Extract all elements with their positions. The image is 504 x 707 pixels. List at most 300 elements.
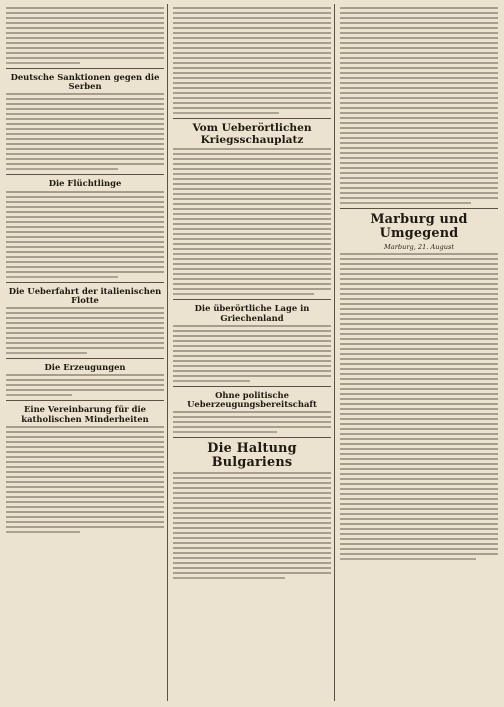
text-line xyxy=(6,471,164,473)
heading-ohne-politische: Ohne politische Ueberzeugungsbereitschaft xyxy=(187,389,317,409)
text-line xyxy=(6,389,164,391)
article-text xyxy=(6,426,164,533)
section-rule xyxy=(173,386,331,387)
text-line xyxy=(6,163,164,165)
article-text xyxy=(6,307,164,354)
text-line xyxy=(340,313,498,315)
text-line xyxy=(340,22,498,24)
text-line xyxy=(6,236,164,238)
text-line xyxy=(6,148,164,150)
section-rule xyxy=(6,68,164,69)
text-line xyxy=(173,507,331,509)
text-line xyxy=(6,216,164,218)
text-line xyxy=(173,421,331,423)
text-line xyxy=(6,211,164,213)
text-line xyxy=(6,516,164,518)
text-line xyxy=(173,258,331,260)
text-line xyxy=(340,112,498,114)
text-line xyxy=(173,562,331,564)
text-line xyxy=(173,411,331,413)
text-line xyxy=(173,233,331,235)
text-line xyxy=(340,428,498,430)
text-line xyxy=(6,113,164,115)
text-line xyxy=(6,521,164,523)
section-rule xyxy=(173,118,331,119)
text-line xyxy=(340,558,476,560)
article-text xyxy=(173,411,331,433)
text-line xyxy=(173,188,331,190)
text-line xyxy=(340,543,498,545)
text-line xyxy=(340,127,498,129)
text-line xyxy=(173,42,331,44)
text-line xyxy=(173,218,331,220)
text-line xyxy=(173,67,331,69)
text-line xyxy=(173,278,331,280)
heading-fluechtlinge: Die Flüchtlinge xyxy=(48,178,122,189)
text-line xyxy=(340,147,498,149)
text-line xyxy=(6,327,164,329)
text-line xyxy=(173,87,331,89)
text-line xyxy=(173,375,331,377)
article-text xyxy=(6,93,164,170)
text-line xyxy=(173,213,331,215)
text-line xyxy=(340,32,498,34)
text-line xyxy=(6,332,164,334)
column-divider xyxy=(167,4,168,701)
text-line xyxy=(6,312,164,314)
text-line xyxy=(340,548,498,550)
text-line xyxy=(6,27,164,29)
text-line xyxy=(173,330,331,332)
text-line xyxy=(173,223,331,225)
column-right xyxy=(340,6,498,699)
text-line xyxy=(173,228,331,230)
text-line xyxy=(173,380,250,382)
text-line xyxy=(340,343,498,345)
text-line xyxy=(340,92,498,94)
heading-lage-griechenland: Die überörtliche Lage in Griechenland xyxy=(194,303,310,323)
text-line xyxy=(6,476,164,478)
text-line xyxy=(173,168,331,170)
heading-ueberfahrt: Die Ueberfahrt der italienischen Flotte xyxy=(8,285,162,305)
text-line xyxy=(173,283,331,285)
text-line xyxy=(173,572,331,574)
section-rule xyxy=(6,358,164,359)
text-line xyxy=(6,511,164,513)
text-line xyxy=(6,337,164,339)
text-line xyxy=(173,62,331,64)
text-line xyxy=(6,466,164,468)
text-line xyxy=(6,191,164,193)
text-line xyxy=(173,350,331,352)
dateline-marburg: Marburg, 21. August xyxy=(384,243,454,252)
text-line xyxy=(340,318,498,320)
text-line xyxy=(6,12,164,14)
text-line xyxy=(340,358,498,360)
text-line xyxy=(173,492,331,494)
text-line xyxy=(340,363,498,365)
text-line xyxy=(340,508,498,510)
text-line xyxy=(340,498,498,500)
text-line xyxy=(6,226,164,228)
text-line xyxy=(6,241,164,243)
text-line xyxy=(6,206,164,208)
text-line xyxy=(6,32,164,34)
text-line xyxy=(173,355,331,357)
text-line xyxy=(340,273,498,275)
article-text xyxy=(173,325,331,382)
text-line xyxy=(6,153,164,155)
text-line xyxy=(340,12,498,14)
text-line xyxy=(340,398,498,400)
text-line xyxy=(340,27,498,29)
text-line xyxy=(173,27,331,29)
text-line xyxy=(173,112,279,114)
text-line xyxy=(173,293,314,295)
text-line xyxy=(6,374,164,376)
text-line xyxy=(340,478,498,480)
text-line xyxy=(6,436,164,438)
text-line xyxy=(340,513,498,515)
text-line xyxy=(6,322,164,324)
section-rule xyxy=(173,437,331,438)
text-line xyxy=(6,47,164,49)
text-line xyxy=(173,527,331,529)
text-line xyxy=(173,497,331,499)
text-line xyxy=(340,197,498,199)
text-line xyxy=(173,345,331,347)
text-line xyxy=(173,532,331,534)
text-line xyxy=(340,518,498,520)
text-line xyxy=(340,308,498,310)
text-line xyxy=(6,246,164,248)
text-line xyxy=(6,307,164,309)
heading-erzeugungen: Die Erzeugungen xyxy=(44,362,126,373)
text-line xyxy=(6,93,164,95)
text-line xyxy=(6,491,164,493)
text-line xyxy=(173,243,331,245)
text-line xyxy=(340,493,498,495)
text-line xyxy=(6,231,164,233)
text-line xyxy=(6,201,164,203)
text-line xyxy=(173,32,331,34)
text-line xyxy=(6,342,164,344)
text-line xyxy=(340,353,498,355)
heading-marburg: Marburg und Umgegend xyxy=(370,212,468,242)
text-line xyxy=(340,137,498,139)
text-line xyxy=(6,347,164,349)
text-line xyxy=(340,303,498,305)
text-line xyxy=(340,117,498,119)
text-line xyxy=(340,77,498,79)
text-line xyxy=(340,463,498,465)
section-rule xyxy=(6,400,164,401)
text-line xyxy=(173,12,331,14)
text-line xyxy=(340,258,498,260)
text-line xyxy=(340,333,498,335)
text-line xyxy=(6,22,164,24)
text-line xyxy=(340,413,498,415)
text-line xyxy=(6,98,164,100)
text-line xyxy=(340,132,498,134)
text-line xyxy=(340,438,498,440)
text-line xyxy=(6,7,164,9)
text-line xyxy=(173,547,331,549)
text-line xyxy=(173,340,331,342)
article-text xyxy=(173,148,331,295)
text-line xyxy=(173,203,331,205)
text-line xyxy=(173,472,331,474)
text-line xyxy=(173,193,331,195)
text-line xyxy=(340,42,498,44)
text-line xyxy=(340,503,498,505)
text-line xyxy=(6,256,164,258)
text-line xyxy=(6,103,164,105)
text-line xyxy=(173,148,331,150)
text-line xyxy=(6,138,164,140)
text-line xyxy=(173,183,331,185)
text-line xyxy=(6,394,72,396)
text-line xyxy=(340,393,498,395)
text-line xyxy=(173,72,331,74)
text-line xyxy=(340,298,498,300)
text-line xyxy=(6,379,164,381)
text-line xyxy=(6,158,164,160)
text-line xyxy=(6,451,164,453)
text-line xyxy=(173,268,331,270)
text-line xyxy=(173,370,331,372)
text-line xyxy=(340,293,498,295)
text-line xyxy=(340,57,498,59)
text-line xyxy=(6,456,164,458)
text-line xyxy=(340,528,498,530)
text-line xyxy=(6,501,164,503)
text-line xyxy=(173,552,331,554)
text-line xyxy=(340,87,498,89)
text-line xyxy=(6,62,80,64)
text-line xyxy=(173,248,331,250)
text-line xyxy=(6,221,164,223)
section-rule xyxy=(6,282,164,283)
text-line xyxy=(173,512,331,514)
text-line xyxy=(6,496,164,498)
text-line xyxy=(173,77,331,79)
text-line xyxy=(6,446,164,448)
text-line xyxy=(6,118,164,120)
text-line xyxy=(173,102,331,104)
text-line xyxy=(340,418,498,420)
text-line xyxy=(6,52,164,54)
text-line xyxy=(340,182,498,184)
text-line xyxy=(173,178,331,180)
text-line xyxy=(340,187,498,189)
text-line xyxy=(340,278,498,280)
text-line xyxy=(340,458,498,460)
text-line xyxy=(173,153,331,155)
article-text xyxy=(6,7,164,64)
text-line xyxy=(173,7,331,9)
text-line xyxy=(173,22,331,24)
text-line xyxy=(340,47,498,49)
text-line xyxy=(173,47,331,49)
text-line xyxy=(173,487,331,489)
text-line xyxy=(340,523,498,525)
text-line xyxy=(173,477,331,479)
text-line xyxy=(340,192,498,194)
text-line xyxy=(173,517,331,519)
text-line xyxy=(6,426,164,428)
text-line xyxy=(6,266,164,268)
text-line xyxy=(340,107,498,109)
text-line xyxy=(6,431,164,433)
text-line xyxy=(173,522,331,524)
text-line xyxy=(340,172,498,174)
text-line xyxy=(340,448,498,450)
text-line xyxy=(340,403,498,405)
text-line xyxy=(173,253,331,255)
text-line xyxy=(6,123,164,125)
text-line xyxy=(340,538,498,540)
text-line xyxy=(173,198,331,200)
text-line xyxy=(340,533,498,535)
text-line xyxy=(340,177,498,179)
text-line xyxy=(173,92,331,94)
text-line xyxy=(340,443,498,445)
text-line xyxy=(340,488,498,490)
text-line xyxy=(173,57,331,59)
article-text xyxy=(173,7,331,114)
text-line xyxy=(340,323,498,325)
text-line xyxy=(340,72,498,74)
text-line xyxy=(173,502,331,504)
text-line xyxy=(340,167,498,169)
text-line xyxy=(173,273,331,275)
text-line xyxy=(340,142,498,144)
article-text xyxy=(340,7,498,204)
text-line xyxy=(340,473,498,475)
text-line xyxy=(340,82,498,84)
text-line xyxy=(6,261,164,263)
text-line xyxy=(340,553,498,555)
text-line xyxy=(173,158,331,160)
text-line xyxy=(340,328,498,330)
text-line xyxy=(173,163,331,165)
text-line xyxy=(173,37,331,39)
text-line xyxy=(340,7,498,9)
text-line xyxy=(173,263,331,265)
text-line xyxy=(340,268,498,270)
text-line xyxy=(340,102,498,104)
text-line xyxy=(340,97,498,99)
column-left xyxy=(6,6,164,699)
heading-kriegsschauplatz: Vom Ueberörtlichen Kriegsschauplatz xyxy=(192,122,312,146)
text-line xyxy=(340,202,471,204)
text-line xyxy=(340,423,498,425)
heading-vereinbarung: Eine Vereinbarung für die katholischen Minderheiten xyxy=(21,404,149,424)
column-middle xyxy=(173,6,331,699)
section-rule xyxy=(6,174,164,175)
article-text xyxy=(6,374,164,396)
text-line xyxy=(6,17,164,19)
article-text xyxy=(6,191,164,278)
text-line xyxy=(173,238,331,240)
section-rule xyxy=(173,299,331,300)
text-line xyxy=(6,461,164,463)
text-line xyxy=(6,526,164,528)
text-line xyxy=(340,338,498,340)
text-line xyxy=(340,62,498,64)
text-line xyxy=(173,97,331,99)
text-line xyxy=(173,360,331,362)
text-line xyxy=(340,433,498,435)
text-line xyxy=(340,263,498,265)
text-line xyxy=(6,143,164,145)
text-line xyxy=(340,453,498,455)
text-line xyxy=(340,162,498,164)
heading-haltung-bulgariens: Die Haltung Bulgariens xyxy=(207,441,297,471)
text-line xyxy=(340,388,498,390)
text-line xyxy=(6,271,164,273)
text-line xyxy=(340,483,498,485)
text-line xyxy=(173,426,331,428)
text-line xyxy=(6,196,164,198)
text-line xyxy=(340,373,498,375)
article-text xyxy=(173,472,331,579)
text-line xyxy=(173,325,331,327)
text-line xyxy=(173,365,331,367)
text-line xyxy=(6,317,164,319)
text-line xyxy=(173,82,331,84)
text-line xyxy=(6,37,164,39)
text-line xyxy=(173,577,285,579)
text-line xyxy=(340,283,498,285)
text-line xyxy=(6,384,164,386)
text-line xyxy=(340,383,498,385)
text-line xyxy=(6,128,164,130)
text-line xyxy=(173,335,331,337)
text-line xyxy=(173,537,331,539)
text-line xyxy=(340,37,498,39)
text-line xyxy=(6,481,164,483)
text-line xyxy=(173,17,331,19)
text-line xyxy=(340,288,498,290)
text-line xyxy=(173,208,331,210)
text-line xyxy=(6,251,164,253)
text-line xyxy=(6,486,164,488)
text-line xyxy=(173,431,277,433)
text-line xyxy=(173,107,331,109)
text-line xyxy=(340,122,498,124)
column-divider xyxy=(334,4,335,701)
text-line xyxy=(340,67,498,69)
heading-sanktionen: Deutsche Sanktionen gegen die Serben xyxy=(10,72,160,92)
text-line xyxy=(6,108,164,110)
text-line xyxy=(6,168,118,170)
article-text xyxy=(340,253,498,560)
text-line xyxy=(173,482,331,484)
text-line xyxy=(173,567,331,569)
text-line xyxy=(340,408,498,410)
section-rule xyxy=(340,208,498,209)
text-line xyxy=(340,348,498,350)
text-line xyxy=(340,152,498,154)
text-line xyxy=(173,542,331,544)
text-line xyxy=(6,506,164,508)
text-line xyxy=(6,133,164,135)
text-line xyxy=(6,352,87,354)
text-line xyxy=(6,57,164,59)
text-line xyxy=(340,368,498,370)
